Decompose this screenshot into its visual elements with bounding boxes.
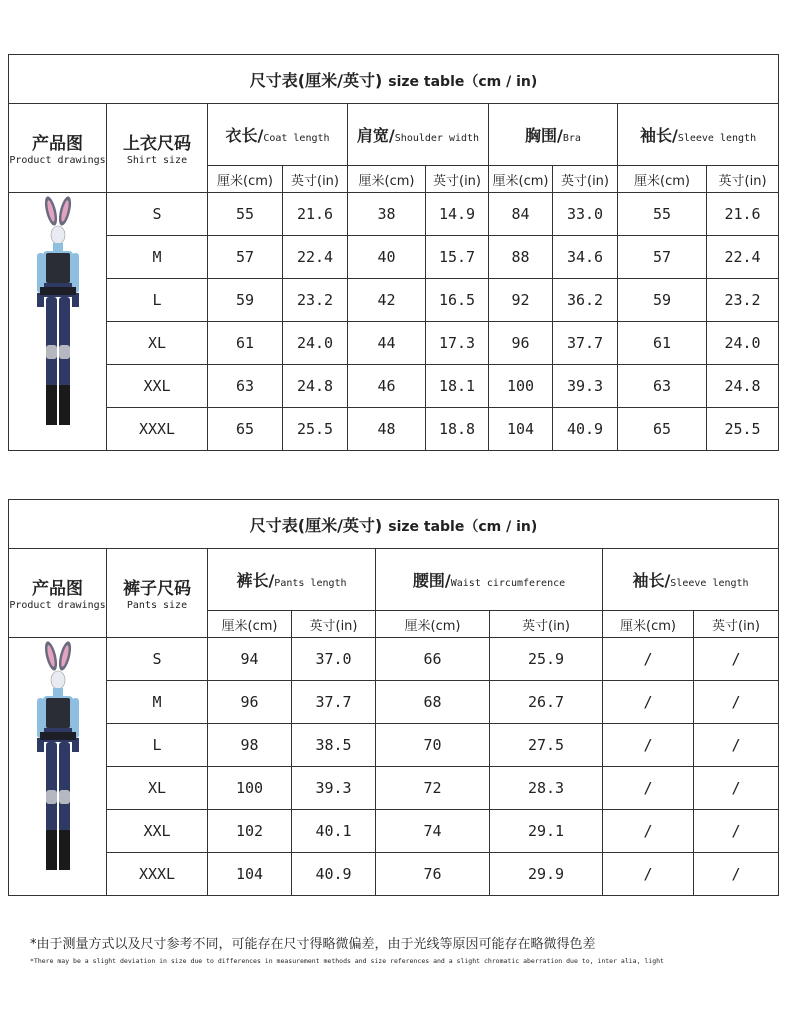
value-cell: 21.6 xyxy=(283,193,348,236)
size-label: XXL xyxy=(107,810,208,853)
table-row xyxy=(9,767,779,810)
size-label: XXL xyxy=(107,365,208,408)
product-header xyxy=(9,104,107,193)
group-header-pants-length xyxy=(208,549,376,611)
value-cell: 38.5 xyxy=(292,724,376,767)
product-header-en: Product drawings xyxy=(9,599,106,611)
size-label: XXXL xyxy=(107,853,208,896)
value-cell: 39.3 xyxy=(292,767,376,810)
value-cell: 94 xyxy=(208,638,292,681)
unit-cm: 厘米(cm) xyxy=(376,611,490,638)
size-label: S xyxy=(107,193,208,236)
value-cell: 104 xyxy=(208,853,292,896)
value-cell: / xyxy=(603,810,694,853)
costume-figure-image xyxy=(28,195,88,445)
value-cell: 40 xyxy=(348,236,426,279)
value-cell: / xyxy=(694,638,779,681)
size-header xyxy=(107,549,208,638)
group-en: Pants length xyxy=(274,578,347,589)
disclaimer-note-en: *There may be a slight deviation in size due to differences in measurement methods and size references and a slight chromatic aberration due to, inter alia, light xyxy=(30,957,664,965)
table-row xyxy=(9,681,779,724)
value-cell: 37.7 xyxy=(553,322,618,365)
value-cell: 65 xyxy=(208,408,283,451)
value-cell: 66 xyxy=(376,638,490,681)
value-cell: / xyxy=(694,724,779,767)
group-header-coat-length xyxy=(208,104,348,166)
value-cell: 28.3 xyxy=(490,767,603,810)
value-cell: 24.0 xyxy=(283,322,348,365)
value-cell: / xyxy=(603,638,694,681)
shirt-size-table xyxy=(8,54,779,451)
unit-in: 英寸(in) xyxy=(707,166,779,193)
value-cell: 39.3 xyxy=(553,365,618,408)
value-cell: 23.2 xyxy=(707,279,779,322)
value-cell: 76 xyxy=(376,853,490,896)
unit-cm: 厘米(cm) xyxy=(208,166,283,193)
value-cell: 16.5 xyxy=(426,279,489,322)
group-header-waist xyxy=(376,549,603,611)
value-cell: 37.0 xyxy=(292,638,376,681)
value-cell: 18.1 xyxy=(426,365,489,408)
unit-in: 英寸(in) xyxy=(694,611,779,638)
unit-in: 英寸(in) xyxy=(283,166,348,193)
group-header-sleeve-length xyxy=(618,104,779,166)
value-cell: 104 xyxy=(489,408,553,451)
size-label: L xyxy=(107,724,208,767)
table-row xyxy=(9,193,779,236)
product-header-cn: 产品图 xyxy=(32,133,83,154)
unit-cm: 厘米(cm) xyxy=(348,166,426,193)
value-cell: 100 xyxy=(489,365,553,408)
title-cn: 尺寸表(厘米/英寸) xyxy=(249,70,383,90)
value-cell: 36.2 xyxy=(553,279,618,322)
group-header-shoulder-width xyxy=(348,104,489,166)
product-image-cell xyxy=(9,193,107,451)
unit-in: 英寸(in) xyxy=(553,166,618,193)
value-cell: 74 xyxy=(376,810,490,853)
group-cn: 裤长/ xyxy=(236,571,275,590)
value-cell: 61 xyxy=(618,322,707,365)
size-header-en: Pants size xyxy=(126,599,188,611)
group-cn: 衣长/ xyxy=(225,126,264,145)
value-cell: 23.2 xyxy=(283,279,348,322)
group-en: Shoulder width xyxy=(394,133,480,144)
costume-figure-image xyxy=(28,640,88,890)
value-cell: 100 xyxy=(208,767,292,810)
value-cell: 102 xyxy=(208,810,292,853)
value-cell: 15.7 xyxy=(426,236,489,279)
value-cell: 38 xyxy=(348,193,426,236)
size-label: L xyxy=(107,279,208,322)
value-cell: 25.9 xyxy=(490,638,603,681)
group-cn: 袖长/ xyxy=(632,571,671,590)
value-cell: 55 xyxy=(618,193,707,236)
value-cell: / xyxy=(694,853,779,896)
value-cell: 70 xyxy=(376,724,490,767)
value-cell: 17.3 xyxy=(426,322,489,365)
value-cell: 88 xyxy=(489,236,553,279)
value-cell: 40.9 xyxy=(553,408,618,451)
value-cell: 21.6 xyxy=(707,193,779,236)
value-cell: 14.9 xyxy=(426,193,489,236)
value-cell: 34.6 xyxy=(553,236,618,279)
size-label: XL xyxy=(107,322,208,365)
value-cell: 59 xyxy=(618,279,707,322)
group-cn: 胸围/ xyxy=(525,126,563,145)
group-header-sleeve-length xyxy=(603,549,779,611)
value-cell: / xyxy=(603,681,694,724)
value-cell: 33.0 xyxy=(553,193,618,236)
table-row xyxy=(9,853,779,896)
value-cell: 61 xyxy=(208,322,283,365)
value-cell: 72 xyxy=(376,767,490,810)
size-label: XL xyxy=(107,767,208,810)
disclaimer-note-cn: *由于测量方式以及尺寸参考不同，可能存在尺寸得略微偏差，由于光线等原因可能存在略微得色差 xyxy=(30,937,596,952)
value-cell: / xyxy=(603,724,694,767)
value-cell: 57 xyxy=(618,236,707,279)
value-cell: / xyxy=(603,853,694,896)
table-row xyxy=(9,279,779,322)
size-label: M xyxy=(107,681,208,724)
value-cell: 25.5 xyxy=(707,408,779,451)
group-en: Bra xyxy=(562,133,581,144)
value-cell: / xyxy=(694,810,779,853)
group-cn: 袖长/ xyxy=(639,126,678,145)
table-title xyxy=(9,500,779,549)
value-cell: 22.4 xyxy=(707,236,779,279)
unit-cm: 厘米(cm) xyxy=(208,611,292,638)
value-cell: 63 xyxy=(208,365,283,408)
value-cell: / xyxy=(694,681,779,724)
value-cell: 96 xyxy=(208,681,292,724)
value-cell: 29.9 xyxy=(490,853,603,896)
value-cell: 98 xyxy=(208,724,292,767)
group-en: Waist circumference xyxy=(450,578,566,589)
value-cell: 57 xyxy=(208,236,283,279)
pants-size-table xyxy=(8,499,779,896)
value-cell: 24.8 xyxy=(707,365,779,408)
value-cell: 18.8 xyxy=(426,408,489,451)
table-row xyxy=(9,810,779,853)
product-image-cell xyxy=(9,638,107,896)
value-cell: 24.0 xyxy=(707,322,779,365)
group-en: Sleeve length xyxy=(677,133,757,144)
value-cell: 65 xyxy=(618,408,707,451)
group-cn: 肩宽/ xyxy=(356,126,395,145)
value-cell: 84 xyxy=(489,193,553,236)
table-title xyxy=(9,55,779,104)
value-cell: 68 xyxy=(376,681,490,724)
table-row xyxy=(9,365,779,408)
unit-in: 英寸(in) xyxy=(490,611,603,638)
size-header xyxy=(107,104,208,193)
value-cell: 40.1 xyxy=(292,810,376,853)
value-cell: 42 xyxy=(348,279,426,322)
value-cell: 55 xyxy=(208,193,283,236)
table-row xyxy=(9,724,779,767)
value-cell: 59 xyxy=(208,279,283,322)
group-cn: 腰围/ xyxy=(412,571,451,590)
value-cell: 25.5 xyxy=(283,408,348,451)
value-cell: 26.7 xyxy=(490,681,603,724)
size-header-cn: 上衣尺码 xyxy=(123,133,191,154)
value-cell: 63 xyxy=(618,365,707,408)
value-cell: 24.8 xyxy=(283,365,348,408)
table-row xyxy=(9,638,779,681)
title-en: size table（cm / in) xyxy=(388,518,538,535)
value-cell: 48 xyxy=(348,408,426,451)
table-row xyxy=(9,236,779,279)
title-cn: 尺寸表(厘米/英寸) xyxy=(249,515,383,535)
unit-in: 英寸(in) xyxy=(426,166,489,193)
value-cell: 92 xyxy=(489,279,553,322)
size-label: XXXL xyxy=(107,408,208,451)
unit-in: 英寸(in) xyxy=(292,611,376,638)
value-cell: / xyxy=(603,767,694,810)
unit-cm: 厘米(cm) xyxy=(618,166,707,193)
group-en: Sleeve length xyxy=(670,578,749,589)
product-header xyxy=(9,549,107,638)
size-label: M xyxy=(107,236,208,279)
size-header-cn: 裤子尺码 xyxy=(123,578,191,599)
table-row xyxy=(9,408,779,451)
size-label: S xyxy=(107,638,208,681)
value-cell: / xyxy=(694,767,779,810)
product-header-cn: 产品图 xyxy=(32,578,83,599)
product-header-en: Product drawings xyxy=(9,154,106,166)
value-cell: 22.4 xyxy=(283,236,348,279)
title-en: size table（cm / in) xyxy=(388,73,538,90)
value-cell: 27.5 xyxy=(490,724,603,767)
value-cell: 29.1 xyxy=(490,810,603,853)
value-cell: 44 xyxy=(348,322,426,365)
value-cell: 46 xyxy=(348,365,426,408)
value-cell: 37.7 xyxy=(292,681,376,724)
value-cell: 96 xyxy=(489,322,553,365)
table-row xyxy=(9,322,779,365)
unit-cm: 厘米(cm) xyxy=(603,611,694,638)
value-cell: 40.9 xyxy=(292,853,376,896)
group-header-bust xyxy=(489,104,618,166)
unit-cm: 厘米(cm) xyxy=(489,166,553,193)
size-header-en: Shirt size xyxy=(126,154,188,166)
group-en: Coat length xyxy=(263,133,330,144)
